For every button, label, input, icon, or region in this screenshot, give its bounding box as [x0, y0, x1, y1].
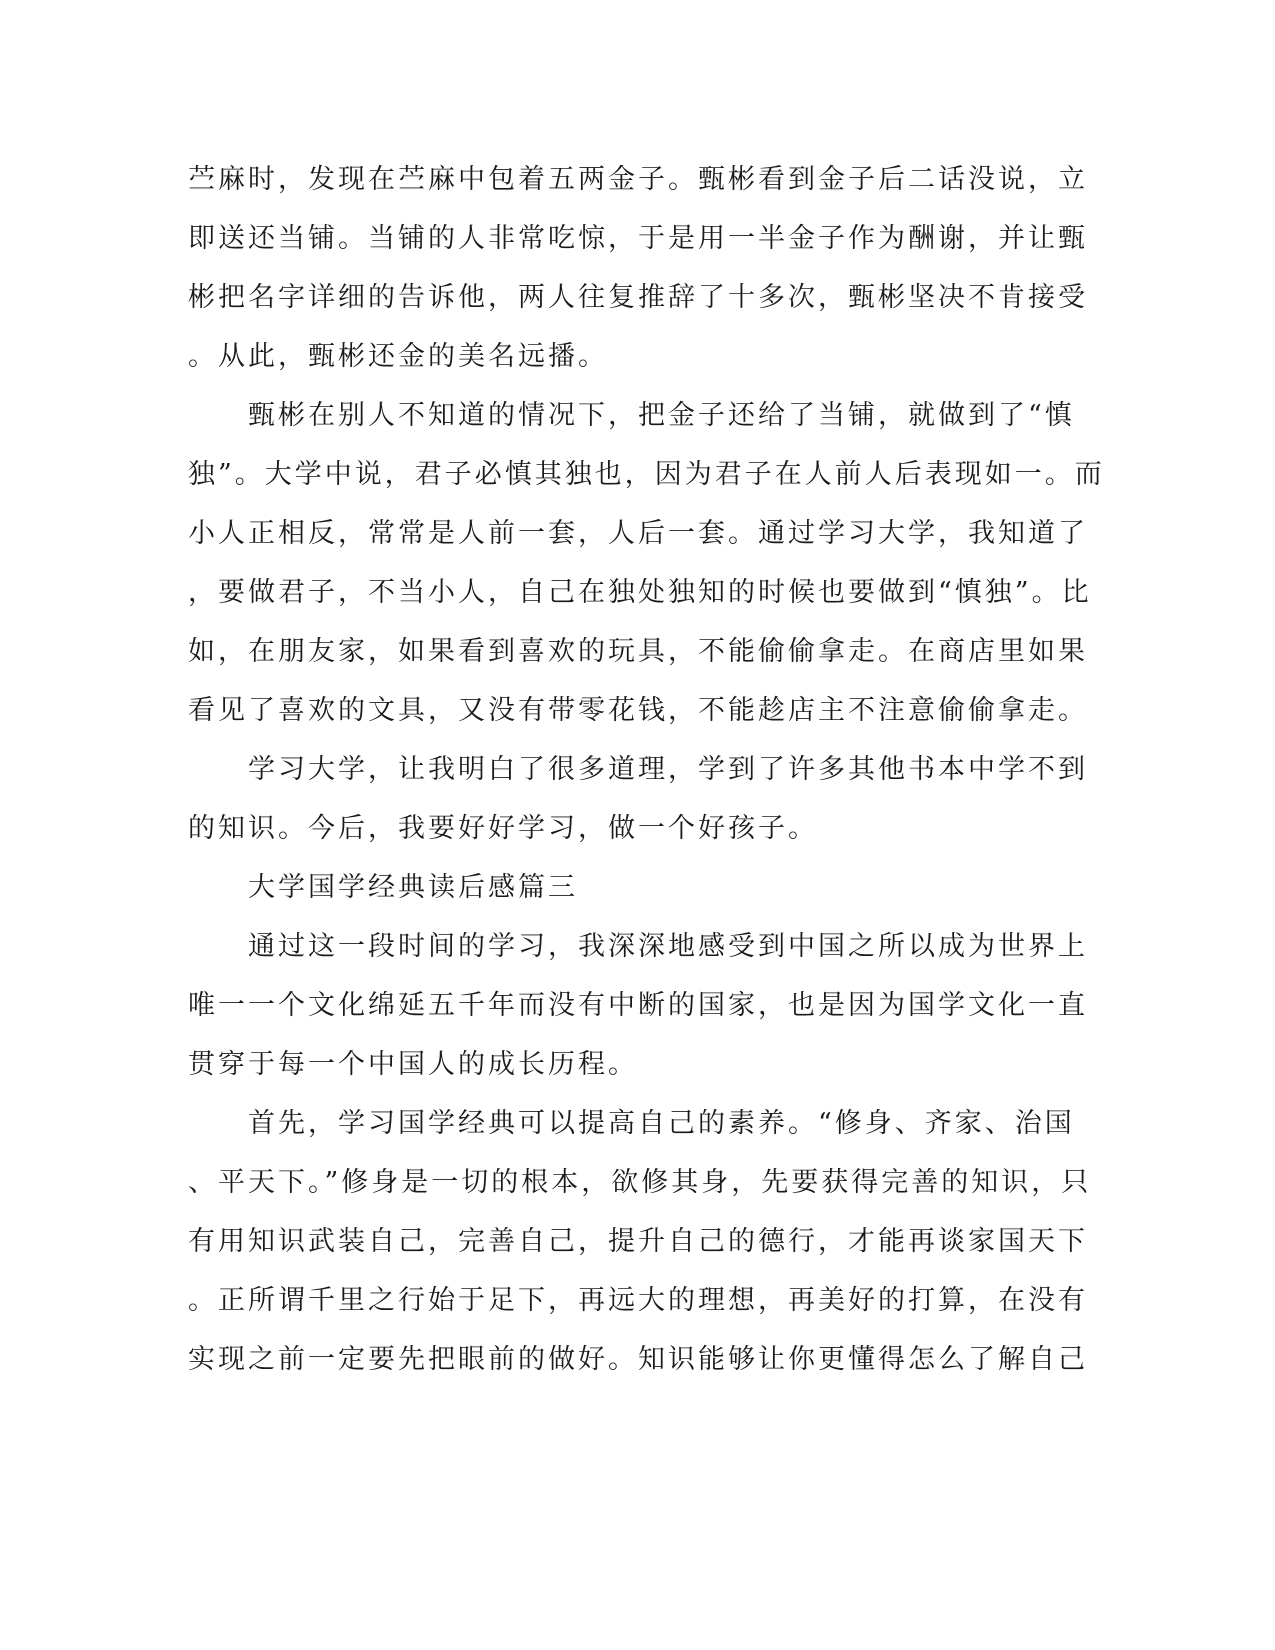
text-line: 彬把名字详细的告诉他，两人往复推辞了十多次，甄彬坚决不肯接受	[188, 282, 1088, 313]
text-line: 甄彬在别人不知道的情况下，把金子还给了当铺，就做到了“慎	[188, 400, 1075, 431]
text-line: 通过这一段时间的学习，我深深地感受到中国之所以成为世界上	[188, 931, 1088, 962]
text-line: 苎麻时，发现在苎麻中包着五两金子。甄彬看到金子后二话没说，立	[188, 164, 1088, 195]
text-line: 看见了喜欢的文具，又没有带零花钱，不能趁店主不注意偷偷拿走。	[188, 695, 1088, 726]
text-line: 如，在朋友家，如果看到喜欢的玩具，不能偷偷拿走。在商店里如果	[188, 636, 1088, 667]
text-line: ，要做君子，不当小人，自己在独处独知的时候也要做到“慎独”。比	[188, 577, 1092, 608]
text-line: 有用知识武装自己，完善自己，提升自己的德行，才能再谈家国天下	[188, 1226, 1088, 1257]
text-line: 独”。大学中说，君子必慎其独也，因为君子在人前人后表现如一。而	[188, 459, 1105, 490]
text-line: 的知识。今后，我要好好学习，做一个好孩子。	[188, 813, 818, 844]
text-line: 首先，学习国学经典可以提高自己的素养。“修身、齐家、治国	[188, 1108, 1075, 1139]
text-line: 小人正相反，常常是人前一套，人后一套。通过学习大学，我知道了	[188, 518, 1088, 549]
text-line: 。从此，甄彬还金的美名远播。	[188, 341, 608, 372]
text-line: 即送还当铺。当铺的人非常吃惊，于是用一半金子作为酬谢，并让甄	[188, 223, 1088, 254]
text-line: 。正所谓千里之行始于足下，再远大的理想，再美好的打算，在没有	[188, 1285, 1088, 1316]
text-line: 实现之前一定要先把眼前的做好。知识能够让你更懂得怎么了解自己	[188, 1344, 1088, 1375]
text-line: 学习大学，让我明白了很多道理，学到了许多其他书本中学不到	[188, 754, 1088, 785]
text-line: 贯穿于每一个中国人的成长历程。	[188, 1049, 638, 1080]
text-line: 、平天下。”修身是一切的根本，欲修其身，先要获得完善的知识，只	[188, 1167, 1092, 1198]
text-line: 唯一一个文化绵延五千年而没有中断的国家，也是因为国学文化一直	[188, 990, 1088, 1021]
section-heading: 大学国学经典读后感篇三	[188, 872, 578, 903]
